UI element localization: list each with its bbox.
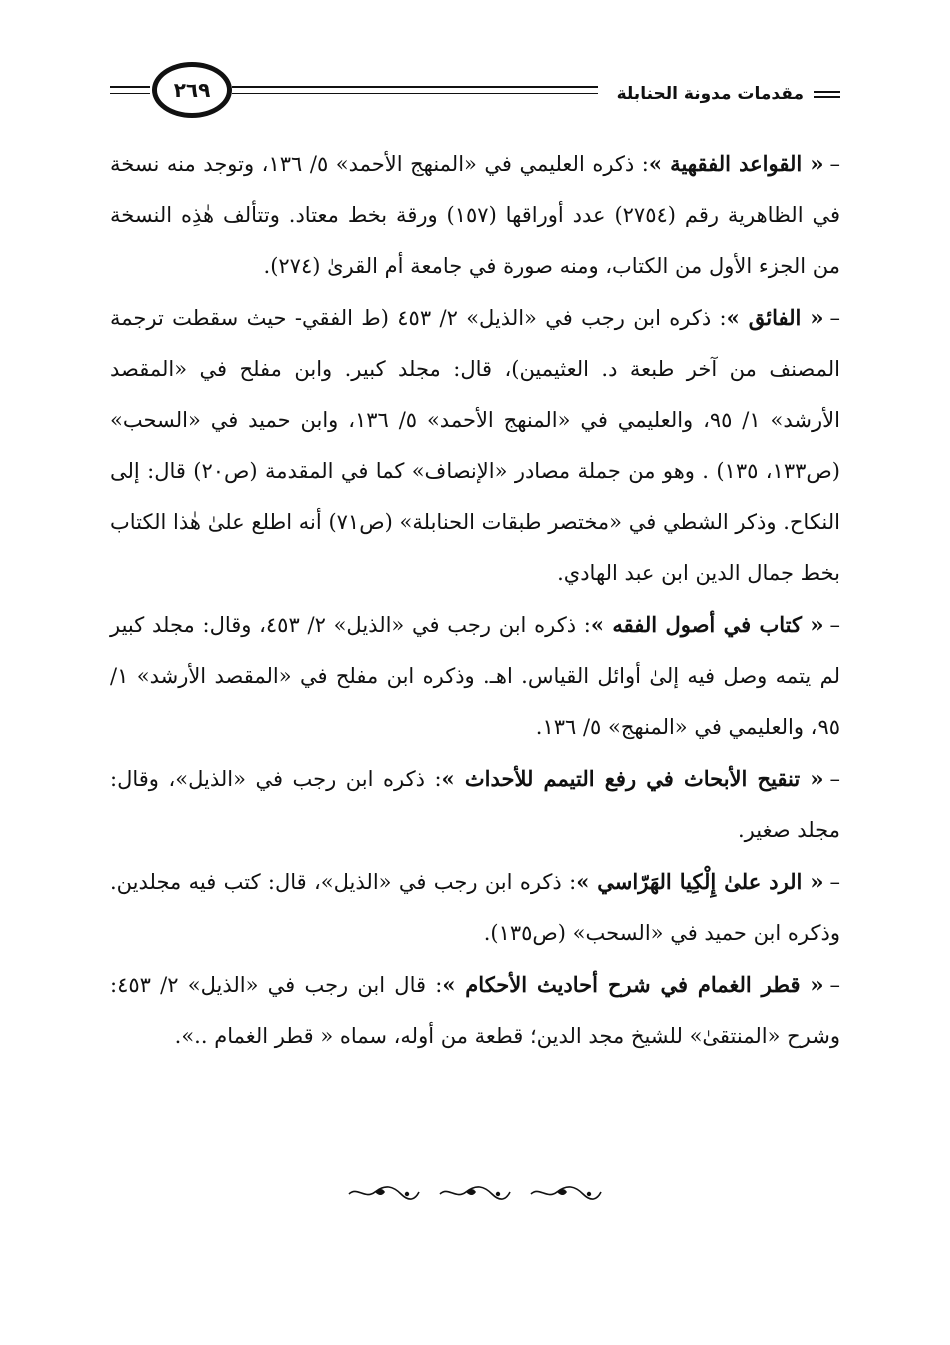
entry-title: « تنقيح الأبحاث في رفع التيمم للأحداث » [441, 766, 824, 791]
entry-text: : ذكره العليمي في «المنهج الأحمد» ٥/ ١٣٦، وتوجد منه نسخة في الظاهرية رقم (٢٧٥٤) عدد أوراقها (١٥٧) ورقة بخط معتاد. وتتألف هٰذِه النسخة من الجزء الأول من الكتاب، ومنه صورة في جامعة أم القرىٰ (٢٧٤). [110, 152, 840, 278]
entry-dash: – [829, 613, 840, 637]
entry-paragraph [110, 599, 840, 753]
entry-dash: – [829, 973, 840, 997]
entry-title: « قطر الغمام في شرح أحاديث الأحكام » [442, 972, 824, 997]
entry-paragraph [110, 138, 840, 292]
entry-title: « الفائق » [726, 305, 824, 330]
entry-text: : قال ابن رجب في «الذيل» ٢/ ٤٥٣: وشرح «المنتقىٰ» للشيخ مجد الدين؛ قطعة من أوله، سماه « قطر الغمام ..». [110, 973, 840, 1048]
entry-text: : ذكره ابن رجب في «الذيل» ٢/ ٤٥٣ (ط الفقي- حيث سقطت ترجمة المصنف من آخر طبعة د. العثيمين)، قال: مجلد كبير. وابن مفلح في «المقصد الأرشد» ١/ ٩٥، والعليمي في «المنهج الأحمد» ٥/ ١٣٦، وابن حميد في «السحب» (ص١٣٣، ١٣٥) . وهو من جملة مصادر «الإنصاف» كما في المقدمة (ص٢٠) قال: إلى النكاح. وذكر الشطي في «مختصر طبقات الحنابلة» (ص٧١) أنه اطلع علىٰ هٰذا الكتاب بخط جمال الدين ابن عبد الهادي. [110, 306, 840, 585]
ornament-flourish-icon [527, 1182, 605, 1204]
entry-dash: – [829, 152, 840, 176]
title-dash-mark [814, 88, 840, 101]
header-rule-left [110, 86, 150, 88]
entry-title: « الرد علىٰ إِلْكِيا الهَرّاسي » [576, 869, 824, 894]
ornament-flourish-icon [436, 1182, 514, 1204]
entry-text: : ذكره ابن رجب في «الذيل»، وقال: مجلد صغير. [110, 767, 840, 842]
entry-text: : ذكره ابن رجب في «الذيل»، قال: كتب فيه مجلدين. وذكره ابن حميد في «السحب» (ص١٣٥). [110, 870, 840, 945]
running-title: مقدمات مدونة الحنابلة [616, 84, 804, 104]
entry-dash: – [829, 306, 840, 330]
entry-dash: – [829, 767, 841, 791]
page-number-oval [152, 62, 232, 118]
closing-ornament [345, 1180, 605, 1206]
entry-title: « كتاب في أصول الفقه » [590, 612, 824, 637]
entry-text: : ذكره ابن رجب في «الذيل» ٢/ ٤٥٣، وقال: مجلد كبير لم يتمه وصل فيه إلىٰ أوائل القياس. اهـ. وذكره ابن مفلح في «المقصد الأرشد» ١/ ٩٥، والعليمي في «المنهج» ٥/ ١٣٦. [110, 613, 840, 739]
entry-title: « القواعد الفقهية » [648, 151, 824, 176]
entry-paragraph [110, 753, 840, 856]
header-rule-right-thin [232, 93, 598, 94]
header-rule-right [232, 86, 598, 88]
entry-paragraph [110, 292, 840, 599]
page-body [110, 138, 840, 1062]
entry-paragraph [110, 856, 840, 959]
page-header [110, 60, 840, 130]
ornament-flourish-icon [345, 1182, 423, 1204]
header-rule-left-thin [110, 93, 150, 94]
page-number: ٢٦٩ [173, 78, 211, 102]
entry-dash: – [829, 870, 840, 894]
running-title-block [617, 74, 840, 114]
entry-paragraph [110, 959, 840, 1062]
